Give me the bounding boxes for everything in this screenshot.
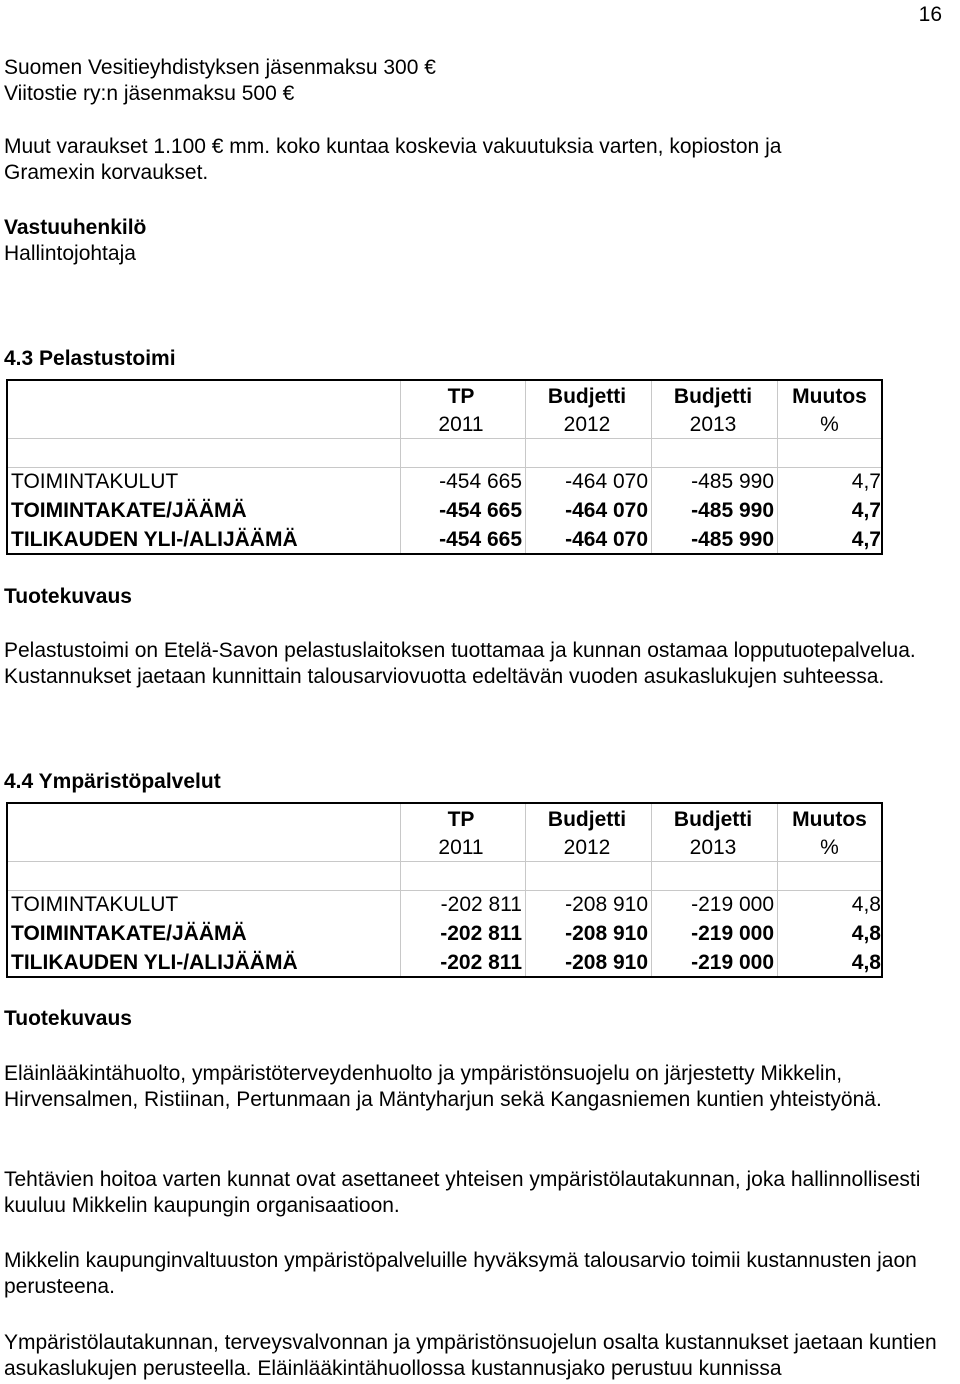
table-row [8, 467, 881, 496]
description-paragraph: Tehtävien hoitoa varten kunnat ovat asettaneet yhteisen ympäristölautakunnan, joka hallinnollisesti kuuluu Mikkelin kaupungin organisaatioon. [4, 1168, 921, 1217]
cell-b13: -219 000 [691, 951, 774, 974]
row-label: TOIMINTAKULUT [11, 470, 179, 493]
cell-muutos: 4,8 [851, 893, 881, 916]
budget-table-ymparistopalvelut [6, 802, 883, 978]
header-percent: % [820, 836, 839, 859]
cell-tp: -202 811 [440, 951, 522, 974]
cell-tp: -202 811 [440, 922, 522, 945]
table-row [8, 496, 881, 525]
cell-muutos: 4,7 [851, 499, 881, 522]
page-number: 16 [918, 3, 942, 26]
row-label: TILIKAUDEN YLI-/ALIJÄÄMÄ [11, 528, 298, 551]
header-budjetti-2013: Budjetti [673, 808, 753, 831]
description-paragraph: Ympäristölautakunnan, terveysvalvonnan ja ympäristönsuojelun osalta kustannukset jaetaan kuntien asukaslukujen perusteella. Eläinlääkintähuollossa kustannusjako perustuu kunnissa [4, 1331, 937, 1380]
table-header-row [8, 833, 881, 862]
row-label: TILIKAUDEN YLI-/ALIJÄÄMÄ [11, 951, 298, 974]
description-paragraph: Eläinlääkintähuolto, ympäristöterveydenhuolto ja ympäristönsuojelu on järjestetty Mikkelin, Hirvensalmen, Ristiinan, Pertunmaan ja Mäntyharjun sekä Kangasniemen kuntien yhteistyönä. [4, 1062, 882, 1111]
row-label: TOIMINTAKULUT [11, 893, 179, 916]
description-heading: Tuotekuvaus [4, 585, 132, 608]
intro-line-1: Suomen Vesitieyhdistyksen jäsenmaksu 300 € [4, 56, 436, 79]
cell-b13: -219 000 [691, 893, 774, 916]
intro-line-3: Muut varaukset 1.100 € mm. koko kuntaa koskevia vakuutuksia varten, kopioston ja [4, 135, 782, 158]
header-budjetti-2012: Budjetti [547, 385, 627, 408]
cell-b12: -464 070 [565, 470, 648, 493]
header-year-2013: 2013 [689, 413, 737, 436]
description-paragraph: Pelastustoimi on Etelä-Savon pelastuslaitoksen tuottamaa ja kunnan ostamaa lopputuotepalvelua. Kustannukset jaetaan kunnittain talousarviovuotta edeltävän vuoden asukaslukujen suhteessa. [4, 639, 916, 688]
header-year-2011: 2011 [438, 836, 484, 859]
cell-tp: -202 811 [440, 893, 522, 916]
description-paragraph: Mikkelin kaupunginvaltuuston ympäristöpalveluille hyväksymä talousarvio toimii kustannusten jaon perusteena. [4, 1249, 917, 1298]
header-year-2012: 2012 [563, 836, 611, 859]
header-year-2013: 2013 [689, 836, 737, 859]
row-label: TOIMINTAKATE/JÄÄMÄ [11, 922, 247, 945]
table-header-row [8, 382, 881, 411]
cell-tp: -454 665 [439, 499, 522, 522]
section-title-ymparistopalvelut: 4.4 Ympäristöpalvelut [4, 770, 221, 793]
section-title-pelastustoimi: 4.3 Pelastustoimi [4, 347, 176, 370]
header-year-2012: 2012 [563, 413, 611, 436]
cell-b12: -208 910 [565, 893, 648, 916]
table-row [8, 525, 881, 554]
cell-muutos: 4,7 [851, 470, 881, 493]
header-percent: % [820, 413, 839, 436]
header-tp: TP [447, 385, 475, 408]
cell-b12: -208 910 [565, 922, 648, 945]
cell-b12: -208 910 [565, 951, 648, 974]
cell-b12: -464 070 [565, 499, 648, 522]
budget-table-pelastustoimi [6, 379, 883, 555]
cell-b12: -464 070 [565, 528, 648, 551]
cell-muutos: 4,7 [851, 528, 881, 551]
header-tp: TP [447, 808, 475, 831]
table-header-row [8, 805, 881, 834]
cell-b13: -219 000 [691, 922, 774, 945]
cell-b13: -485 990 [691, 470, 774, 493]
header-year-2011: 2011 [438, 413, 484, 436]
cell-muutos: 4,8 [851, 951, 881, 974]
cell-tp: -454 665 [439, 528, 522, 551]
table-header-row [8, 410, 881, 439]
header-muutos: Muutos [792, 808, 867, 831]
header-budjetti-2012: Budjetti [547, 808, 627, 831]
cell-b13: -485 990 [691, 499, 774, 522]
intro-line-2: Viitostie ry:n jäsenmaksu 500 € [4, 82, 295, 105]
cell-muutos: 4,8 [851, 922, 881, 945]
intro-line-4: Gramexin korvaukset. [4, 161, 209, 184]
cell-b13: -485 990 [691, 528, 774, 551]
cell-tp: -454 665 [439, 470, 522, 493]
row-label: TOIMINTAKATE/JÄÄMÄ [11, 499, 247, 522]
header-muutos: Muutos [792, 385, 867, 408]
responsible-name: Hallintojohtaja [4, 242, 136, 265]
description-heading: Tuotekuvaus [4, 1007, 132, 1030]
table-row [8, 919, 881, 948]
table-row [8, 948, 881, 977]
responsible-heading: Vastuuhenkilö [4, 216, 147, 239]
table-row [8, 890, 881, 919]
header-budjetti-2013: Budjetti [673, 385, 753, 408]
